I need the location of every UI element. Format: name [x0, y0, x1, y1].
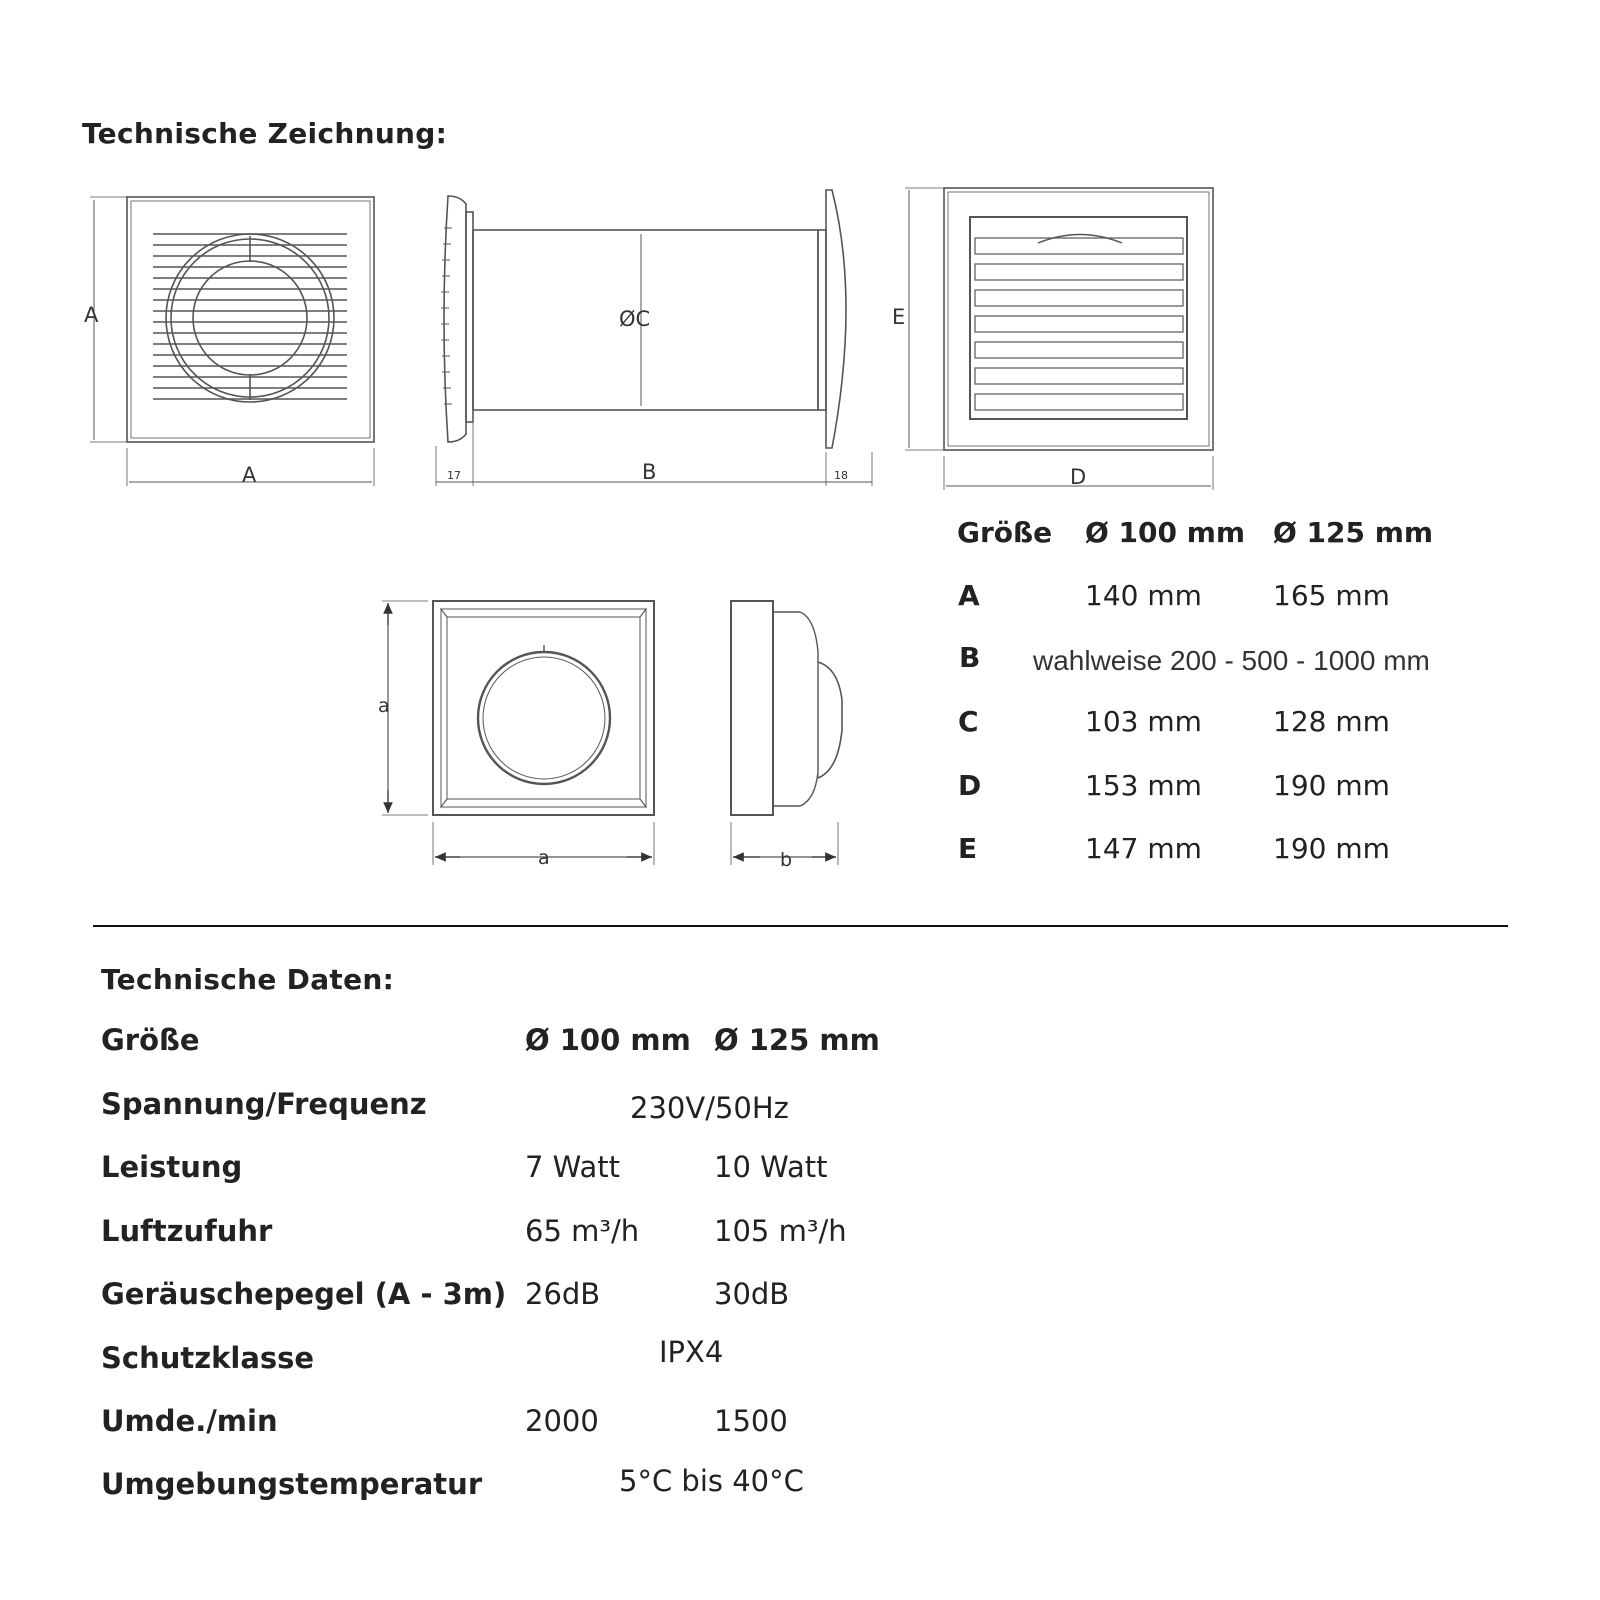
tech-label-airflow: Luftzufuhr [101, 1214, 273, 1248]
tech-header-size: Größe [101, 1023, 200, 1057]
tech-label-voltage: Spannung/Frequenz [101, 1087, 427, 1121]
rear-view [905, 188, 1213, 490]
tech-label-protection: Schutzklasse [101, 1341, 315, 1375]
label-rear-h: D [1070, 465, 1087, 489]
tech-airflow-100: 65 m³/h [525, 1214, 640, 1248]
dim-key-a: A [958, 579, 980, 612]
label-front-h: A [242, 463, 257, 487]
tech-header-100: Ø 100 mm [525, 1023, 691, 1057]
label-tube-c: ØC [619, 307, 651, 331]
tech-airflow-125: 105 m³/h [714, 1214, 847, 1248]
label-tube-b: B [642, 460, 657, 484]
tech-noise-100: 26dB [525, 1277, 601, 1311]
tech-rpm-100: 2000 [525, 1404, 599, 1438]
dim-header-125: Ø 125 mm [1273, 516, 1434, 549]
front-view [90, 197, 374, 486]
tech-label-power: Leistung [101, 1150, 243, 1184]
small-front-view [382, 601, 654, 865]
tube-view [436, 190, 872, 486]
tech-voltage-value: 230V/50Hz [630, 1091, 789, 1125]
dim-c-125: 128 mm [1273, 705, 1390, 738]
tech-protection-value: IPX4 [659, 1335, 724, 1369]
label-rear-v: E [892, 305, 906, 329]
label-front-v: A [84, 303, 99, 327]
dim-a-125: 165 mm [1273, 579, 1390, 612]
small-side-view [731, 601, 842, 865]
dim-key-c: C [958, 705, 979, 738]
label-small-v: a [378, 695, 390, 717]
section-divider [93, 925, 1508, 927]
dim-c-100: 103 mm [1085, 705, 1202, 738]
dim-key-d: D [958, 769, 982, 802]
label-tube-17: 17 [447, 469, 461, 482]
dim-header-size: Größe [957, 516, 1053, 549]
dim-key-b: B [959, 641, 981, 674]
tech-header-125: Ø 125 mm [714, 1023, 880, 1057]
dim-d-125: 190 mm [1273, 769, 1390, 802]
label-tube-18: 18 [834, 469, 848, 482]
tech-noise-125: 30dB [714, 1277, 790, 1311]
label-side-b: b [780, 849, 793, 871]
drawing-title: Technische Zeichnung: [82, 117, 448, 150]
dim-header-100: Ø 100 mm [1085, 516, 1246, 549]
tech-label-noise: Geräuschepegel (A - 3m) [101, 1277, 507, 1311]
dim-key-e: E [958, 832, 978, 865]
label-small-h: a [538, 847, 550, 869]
dim-e-125: 190 mm [1273, 832, 1390, 865]
tech-label-rpm: Umde./min [101, 1404, 278, 1438]
dim-e-100: 147 mm [1085, 832, 1202, 865]
dim-b-span: wahlweise 200 - 500 - 1000 mm [1033, 645, 1430, 676]
tech-rpm-125: 1500 [714, 1404, 788, 1438]
dim-d-100: 153 mm [1085, 769, 1202, 802]
tech-temperature-value: 5°C bis 40°C [619, 1464, 804, 1498]
tech-label-temperature: Umgebungstemperatur [101, 1467, 483, 1501]
tech-power-100: 7 Watt [525, 1150, 621, 1184]
technical-title: Technische Daten: [101, 963, 395, 996]
dim-a-100: 140 mm [1085, 579, 1202, 612]
tech-power-125: 10 Watt [714, 1150, 828, 1184]
